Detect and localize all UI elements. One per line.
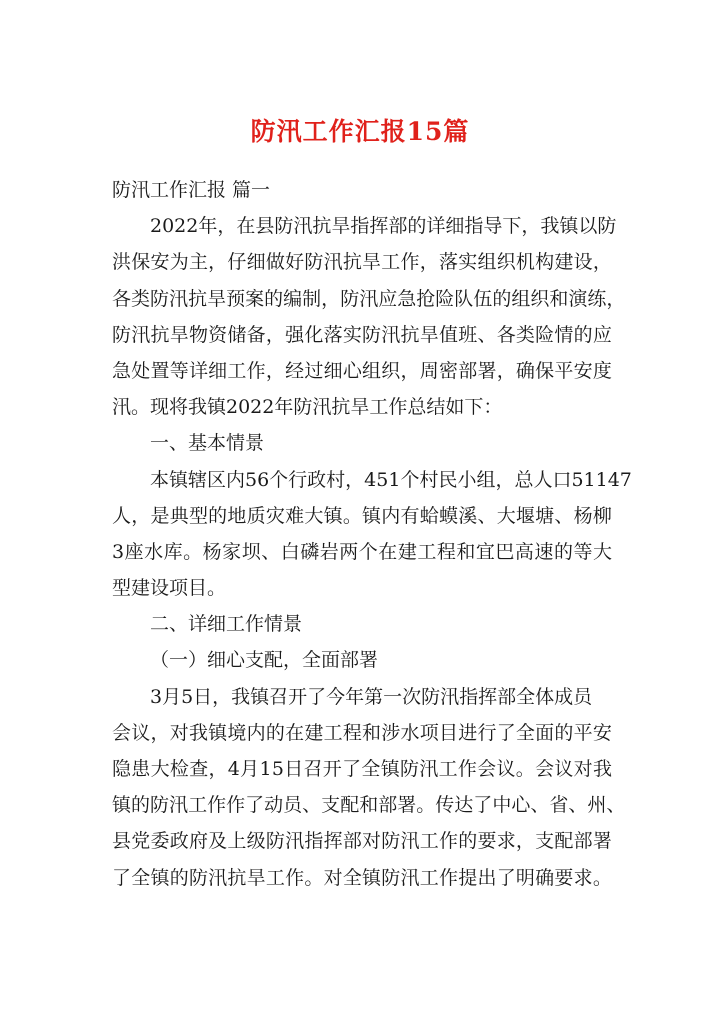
body-text-line: 一、基本情景 [150,432,265,455]
body-text-line: 隐 患 大 检 查 ， 4 月 1 5 日 召 开 了 全 镇 防 汛 工 作 会 议 。 会 议 对 我 [112,758,612,780]
body-text-line: 3 座 水 库 。 杨 家 坝 、 白 磷 岩 两 个 在 建 工 程 和 宜 巴 高 速 的 等 大 [112,540,612,563]
body-text-line: 会 议 ， 对 我 镇 境 内 的 在 建 工 程 和 涉 水 项 目 进 行 了 全 面 的 平 安 [112,721,612,744]
body-text-line: 洪 保 安 为 主 ， 仔 细 做 好 防 汛 抗 旱 工 作 ， 落 实 组 织 机 构 建 设 ， [112,251,612,274]
body-text-line: 了 全 镇 的 防 汛 抗 旱 工 作 。 对 全 镇 防 汛 工 作 提 出 了 明 确 要 求 。 [112,866,612,889]
body-text-line: 2022年，在县防汛抗旱指挥部的详细指导下，我镇以防 [150,215,617,238]
body-text-line: 防 汛 抗 旱 物 资 储 备 ， 强 化 落 实 防 汛 抗 旱 值 班 、 各 类 险 情 的 应 [112,323,612,346]
body-text-line: （一）细心支配，全面部署 [150,649,379,672]
body-text-line: 人 ， 是 典 型 的 地 质 灾 难 大 镇 。 镇 内 有 蛤 蟆 溪 、 大 堰 塘 、 杨 柳 [112,504,612,527]
body-text-line: 本镇辖区内56个行政村，451个村民小组，总人口51147 [150,468,632,491]
body-text-line: 型建设项目。 [112,577,227,600]
body-text-line: 镇 的 防 汛 工 作 作 了 动 员 、 支 配 和 部 署 。 传 达 了 中 心 、 省 、 州 、 [112,794,626,817]
body-text-line: 急 处 置 等 详 细 工 作 ， 经 过 细 心 组 织 ， 周 密 部 署 ， 确 保 平 安 度 [112,359,612,382]
body-text-line: 二、详细工作情景 [150,613,303,636]
body-text-line: 县 党 委 政 府 及 上 级 防 汛 指 挥 部 对 防 汛 工 作 的 要 求 ， 支 配 部 署 [112,830,612,853]
section-heading: 防汛工作汇报 篇一 [112,179,271,201]
body-text-line: 各 类 防 汛 抗 旱 预 案 的 编 制 ， 防 汛 应 急 抢 险 队 伍 的 组 织 和 演 练 ， [112,287,626,310]
document-body [112,172,632,896]
body-text-line: 汛。现将我镇2022年防汛抗旱工作总结如下： [112,396,503,419]
document-title: 防汛工作汇报15篇 [250,117,470,146]
body-text-line: 3月5日，我镇召开了今年第一次防汛指挥部全体成员 [150,685,593,708]
